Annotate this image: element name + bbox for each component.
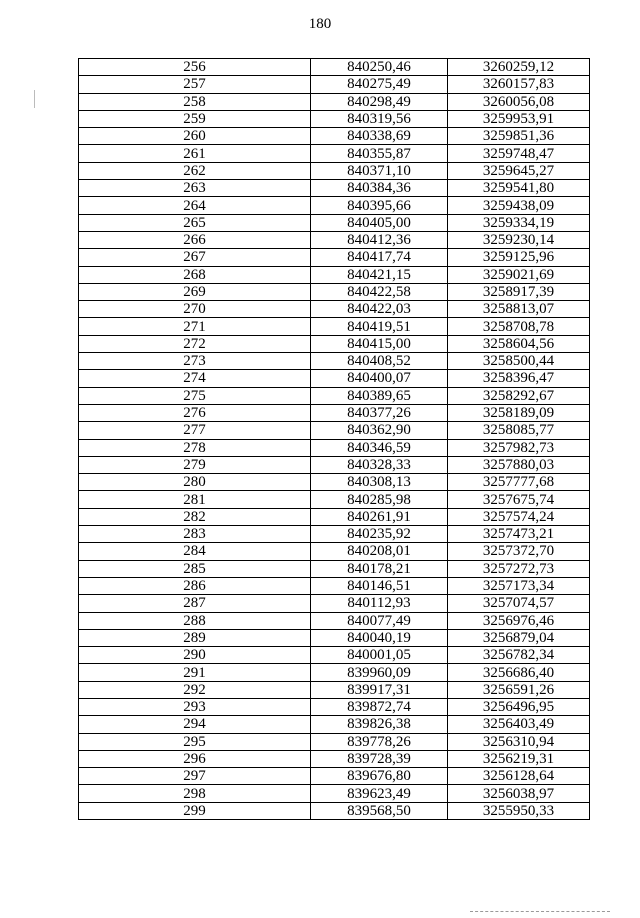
y-coordinate-cell: 3258917,39 [448, 283, 590, 300]
y-coordinate-cell: 3259748,47 [448, 145, 590, 162]
table-row [79, 647, 590, 664]
y-coordinate-cell: 3258813,07 [448, 301, 590, 318]
y-coordinate-cell: 3259851,36 [448, 128, 590, 145]
point-number-cell: 285 [79, 560, 311, 577]
table-row [79, 370, 590, 387]
y-coordinate-cell: 3260056,08 [448, 93, 590, 110]
table-row [79, 681, 590, 698]
point-number-cell: 258 [79, 93, 311, 110]
y-coordinate-cell: 3259953,91 [448, 110, 590, 127]
x-coordinate-cell: 839568,50 [311, 802, 448, 819]
table-row [79, 266, 590, 283]
point-number-cell: 287 [79, 595, 311, 612]
point-number-cell: 261 [79, 145, 311, 162]
table-row [79, 508, 590, 525]
x-coordinate-cell: 840178,21 [311, 560, 448, 577]
x-coordinate-cell: 839728,39 [311, 750, 448, 767]
y-coordinate-cell: 3259438,09 [448, 197, 590, 214]
x-coordinate-cell: 840285,98 [311, 491, 448, 508]
point-number-cell: 288 [79, 612, 311, 629]
x-coordinate-cell: 840389,65 [311, 387, 448, 404]
x-coordinate-cell: 840408,52 [311, 353, 448, 370]
x-coordinate-cell: 840400,07 [311, 370, 448, 387]
y-coordinate-cell: 3256128,64 [448, 768, 590, 785]
x-coordinate-cell: 840319,56 [311, 110, 448, 127]
point-number-cell: 270 [79, 301, 311, 318]
point-number-cell: 299 [79, 802, 311, 819]
y-coordinate-cell: 3257074,57 [448, 595, 590, 612]
y-coordinate-cell: 3257272,73 [448, 560, 590, 577]
y-coordinate-cell: 3260157,83 [448, 76, 590, 93]
x-coordinate-cell: 840298,49 [311, 93, 448, 110]
point-number-cell: 279 [79, 456, 311, 473]
table-row [79, 785, 590, 802]
x-coordinate-cell: 840077,49 [311, 612, 448, 629]
point-number-cell: 273 [79, 353, 311, 370]
y-coordinate-cell: 3259021,69 [448, 266, 590, 283]
point-number-cell: 280 [79, 474, 311, 491]
table-row [79, 93, 590, 110]
table-row [79, 664, 590, 681]
point-number-cell: 271 [79, 318, 311, 335]
x-coordinate-cell: 840415,00 [311, 335, 448, 352]
point-number-cell: 264 [79, 197, 311, 214]
x-coordinate-cell: 839623,49 [311, 785, 448, 802]
x-coordinate-cell: 840250,46 [311, 59, 448, 76]
y-coordinate-cell: 3257675,74 [448, 491, 590, 508]
y-coordinate-cell: 3257372,70 [448, 543, 590, 560]
y-coordinate-cell: 3256686,40 [448, 664, 590, 681]
y-coordinate-cell: 3256976,46 [448, 612, 590, 629]
point-number-cell: 260 [79, 128, 311, 145]
x-coordinate-cell: 840275,49 [311, 76, 448, 93]
x-coordinate-cell: 840328,33 [311, 456, 448, 473]
coordinates-table [78, 58, 590, 820]
point-number-cell: 269 [79, 283, 311, 300]
table-row [79, 301, 590, 318]
x-coordinate-cell: 840395,66 [311, 197, 448, 214]
x-coordinate-cell: 840346,59 [311, 439, 448, 456]
y-coordinate-cell: 3256879,04 [448, 629, 590, 646]
footer-mark [470, 911, 610, 913]
point-number-cell: 290 [79, 647, 311, 664]
table-row [79, 249, 590, 266]
x-coordinate-cell: 840308,13 [311, 474, 448, 491]
y-coordinate-cell: 3256403,49 [448, 716, 590, 733]
table-row [79, 577, 590, 594]
y-coordinate-cell: 3256496,95 [448, 698, 590, 715]
table-row [79, 768, 590, 785]
x-coordinate-cell: 839676,80 [311, 768, 448, 785]
x-coordinate-cell: 840405,00 [311, 214, 448, 231]
y-coordinate-cell: 3259334,19 [448, 214, 590, 231]
table-row [79, 180, 590, 197]
x-coordinate-cell: 840371,10 [311, 162, 448, 179]
point-number-cell: 263 [79, 180, 311, 197]
point-number-cell: 278 [79, 439, 311, 456]
x-coordinate-cell: 839960,09 [311, 664, 448, 681]
point-number-cell: 259 [79, 110, 311, 127]
point-number-cell: 275 [79, 387, 311, 404]
point-number-cell: 296 [79, 750, 311, 767]
y-coordinate-cell: 3257473,21 [448, 526, 590, 543]
table-row [79, 750, 590, 767]
table-row [79, 128, 590, 145]
table-row [79, 353, 590, 370]
y-coordinate-cell: 3260259,12 [448, 59, 590, 76]
point-number-cell: 272 [79, 335, 311, 352]
table-row [79, 145, 590, 162]
point-number-cell: 298 [79, 785, 311, 802]
y-coordinate-cell: 3258292,67 [448, 387, 590, 404]
table-row [79, 439, 590, 456]
x-coordinate-cell: 840235,92 [311, 526, 448, 543]
y-coordinate-cell: 3255950,33 [448, 802, 590, 819]
x-coordinate-cell: 840422,03 [311, 301, 448, 318]
point-number-cell: 294 [79, 716, 311, 733]
y-coordinate-cell: 3258396,47 [448, 370, 590, 387]
x-coordinate-cell: 839917,31 [311, 681, 448, 698]
table-row [79, 59, 590, 76]
y-coordinate-cell: 3257880,03 [448, 456, 590, 473]
point-number-cell: 262 [79, 162, 311, 179]
x-coordinate-cell: 840355,87 [311, 145, 448, 162]
table-row [79, 318, 590, 335]
x-coordinate-cell: 840146,51 [311, 577, 448, 594]
x-coordinate-cell: 840412,36 [311, 231, 448, 248]
x-coordinate-cell: 840377,26 [311, 404, 448, 421]
point-number-cell: 265 [79, 214, 311, 231]
y-coordinate-cell: 3259541,80 [448, 180, 590, 197]
table-row [79, 231, 590, 248]
point-number-cell: 267 [79, 249, 311, 266]
table-row [79, 526, 590, 543]
table-row [79, 491, 590, 508]
point-number-cell: 276 [79, 404, 311, 421]
x-coordinate-cell: 840208,01 [311, 543, 448, 560]
point-number-cell: 277 [79, 422, 311, 439]
y-coordinate-cell: 3256219,31 [448, 750, 590, 767]
table-row [79, 560, 590, 577]
point-number-cell: 292 [79, 681, 311, 698]
y-coordinate-cell: 3259125,96 [448, 249, 590, 266]
point-number-cell: 291 [79, 664, 311, 681]
y-coordinate-cell: 3258708,78 [448, 318, 590, 335]
x-coordinate-cell: 839778,26 [311, 733, 448, 750]
x-coordinate-cell: 840040,19 [311, 629, 448, 646]
point-number-cell: 268 [79, 266, 311, 283]
x-coordinate-cell: 840112,93 [311, 595, 448, 612]
y-coordinate-cell: 3257982,73 [448, 439, 590, 456]
point-number-cell: 289 [79, 629, 311, 646]
table-row [79, 802, 590, 819]
x-coordinate-cell: 840417,74 [311, 249, 448, 266]
y-coordinate-cell: 3256591,26 [448, 681, 590, 698]
table-row [79, 456, 590, 473]
x-coordinate-cell: 840421,15 [311, 266, 448, 283]
table-row [79, 612, 590, 629]
table-row [79, 543, 590, 560]
point-number-cell: 256 [79, 59, 311, 76]
y-coordinate-cell: 3258189,09 [448, 404, 590, 421]
point-number-cell: 297 [79, 768, 311, 785]
table-row [79, 162, 590, 179]
page-number: 180 [308, 16, 332, 32]
x-coordinate-cell: 840422,58 [311, 283, 448, 300]
x-coordinate-cell: 840419,51 [311, 318, 448, 335]
table-row [79, 214, 590, 231]
table-row [79, 629, 590, 646]
table-row [79, 474, 590, 491]
point-number-cell: 266 [79, 231, 311, 248]
margin-mark [34, 90, 35, 108]
point-number-cell: 282 [79, 508, 311, 525]
x-coordinate-cell: 839826,38 [311, 716, 448, 733]
y-coordinate-cell: 3256310,94 [448, 733, 590, 750]
x-coordinate-cell: 840338,69 [311, 128, 448, 145]
y-coordinate-cell: 3256038,97 [448, 785, 590, 802]
x-coordinate-cell: 840261,91 [311, 508, 448, 525]
y-coordinate-cell: 3258604,56 [448, 335, 590, 352]
coordinates-table-body [79, 59, 590, 820]
table-row [79, 283, 590, 300]
point-number-cell: 257 [79, 76, 311, 93]
y-coordinate-cell: 3259645,27 [448, 162, 590, 179]
table-row [79, 716, 590, 733]
point-number-cell: 284 [79, 543, 311, 560]
table-row [79, 422, 590, 439]
table-row [79, 698, 590, 715]
point-number-cell: 274 [79, 370, 311, 387]
table-row [79, 404, 590, 421]
table-row [79, 595, 590, 612]
y-coordinate-cell: 3256782,34 [448, 647, 590, 664]
point-number-cell: 281 [79, 491, 311, 508]
x-coordinate-cell: 839872,74 [311, 698, 448, 715]
table-row [79, 335, 590, 352]
point-number-cell: 295 [79, 733, 311, 750]
point-number-cell: 286 [79, 577, 311, 594]
y-coordinate-cell: 3257173,34 [448, 577, 590, 594]
table-row [79, 733, 590, 750]
point-number-cell: 283 [79, 526, 311, 543]
table-row [79, 197, 590, 214]
x-coordinate-cell: 840001,05 [311, 647, 448, 664]
y-coordinate-cell: 3259230,14 [448, 231, 590, 248]
point-number-cell: 293 [79, 698, 311, 715]
x-coordinate-cell: 840362,90 [311, 422, 448, 439]
y-coordinate-cell: 3257574,24 [448, 508, 590, 525]
y-coordinate-cell: 3258500,44 [448, 353, 590, 370]
y-coordinate-cell: 3258085,77 [448, 422, 590, 439]
table-row [79, 76, 590, 93]
table-row [79, 110, 590, 127]
table-row [79, 387, 590, 404]
x-coordinate-cell: 840384,36 [311, 180, 448, 197]
y-coordinate-cell: 3257777,68 [448, 474, 590, 491]
